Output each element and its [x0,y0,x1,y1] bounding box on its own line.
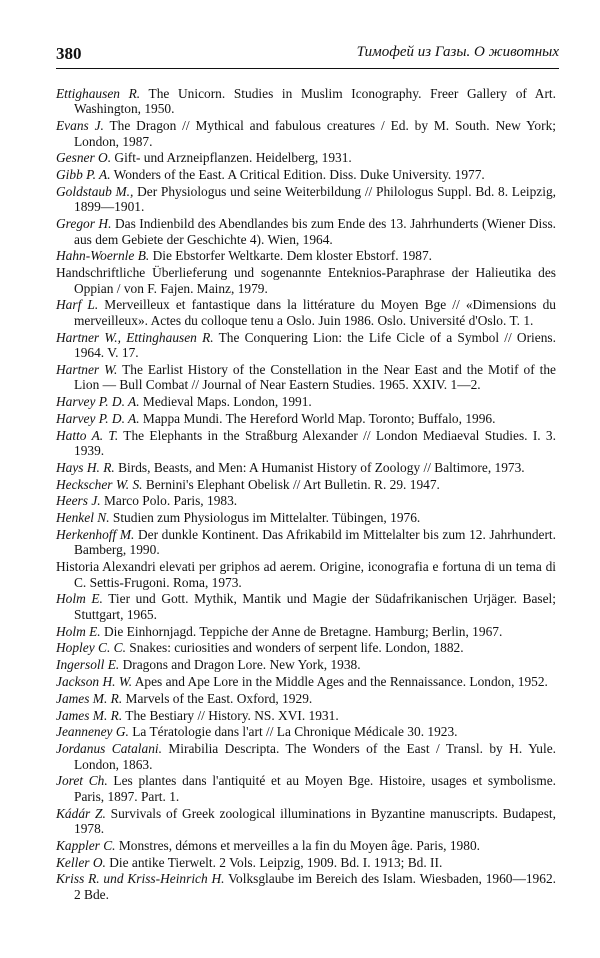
entry-text: Volksglaube im Bereich des Islam. Wiesbaden, 1960—1962. 2 Bde. [74,871,556,902]
entry-text: The Unicorn. Studies in Muslim Iconography. Freer Gallery of Art. Washington, 1950. [74,86,556,117]
entry-author: James M. R. [56,707,123,723]
bibliography-entry [56,674,556,689]
entry-text: Der dunkle Kontinent. Das Afrikabild im Mittelalter bis zum 12. Jahrhundert. Bamberg, 1990. [74,527,556,558]
bibliography-entry [56,708,556,723]
bibliography-entry [56,855,556,870]
entry-text: Bernini's Elephant Obelisk // Art Bulletin. R. 29. 1947. [142,476,440,492]
bibliography-entry [56,118,556,149]
entry-text: Die Ebstorfer Weltkarte. Dem kloster Ebstorf. 1987. [149,248,433,264]
entry-text: Birds, Beasts, and Men: A Humanist History of Zoology // Baltimore, 1973. [114,459,525,475]
entry-author: Heckscher W. S. [56,476,143,492]
entry-text: Marco Polo. Paris, 1983. [100,493,238,509]
entry-author: Jeanneney G. [56,724,129,740]
entry-text: Wonders of the East. A Critical Edition. Diss. Duke University. 1977. [110,167,485,183]
entry-author: Jackson H. W. [56,674,133,689]
entry-author: Ingersoll E. [56,657,120,673]
entry-text: Handschriftliche Überlieferung und sogenannte Enteknios-Paraphrase der Halieutika des Oppian / von F. Fajen. Mainz, 1979. [56,265,556,296]
entry-author: Kappler C. [56,837,116,853]
bibliography-entry [56,591,556,622]
entry-author: Kádár Z. [56,805,106,821]
bibliography-entry [56,150,556,165]
entry-text: Merveilleux et fantastique dans la littérature du Moyen Bge // «Dimensions du merveilleux». Actes du colloque tenu a Oslo. Juin 1986. Oslo. Université d'Oslo. T. 1. [74,297,556,328]
entry-author: Hopley C. C. [56,640,126,656]
bibliography-entry [56,640,556,655]
entry-text: Das Indienbild des Abendlandes bis zum Ende des 13. Jahrhunderts (Wiener Diss. aus dem Gebiete der Geschichte 4). Wien, 1964. [74,216,557,247]
entry-text: Les plantes dans l'antiquité et au Moyen Bge. Histoire, usages et symbolisme. Paris, 1897. Part. 1. [74,773,557,804]
entry-author: Goldstaub M., [56,184,134,199]
entry-text: Apes and Ape Lore in the Middle Ages and the Rennaissance. London, 1952. [132,674,548,689]
entry-text: Monstres, démons et merveilles a la fin du Moyen âge. Paris, 1980. [115,837,480,853]
entry-author: Holm E. [56,623,101,639]
entry-author: Joret Ch. [56,773,108,789]
running-title: Тимофей из Газы. О животных [356,44,559,60]
entry-text: Dragons and Dragon Lore. New York, 1938. [119,657,361,673]
entry-author: Kriss R. und Kriss-Heinrich H. [56,871,225,887]
entry-author: Evans J. [56,118,104,134]
entry-author: Gesner O. [56,150,112,166]
entry-author: Hartner W. [56,361,118,377]
entry-text: Tier und Gott. Mythik, Mantik und Magie der Südafrikanischen Urjäger. Basel; Stuttgart, 1965. [74,591,556,622]
entry-author: Hatto A. T. [56,427,119,443]
entry-text: Historia Alexandri elevati per griphos ad aerem. Origine, iconografia e fortuna di un tema di C. Settis-Frugoni. Roma, 1973. [56,559,556,590]
entry-author: Gibb P. A. [56,167,111,183]
bibliography-entry [56,806,556,837]
entry-author: Henkel N. [56,510,110,526]
bibliography-entry [56,394,556,409]
bibliography-entry [56,510,556,525]
bibliography-entry [56,362,556,393]
bibliography-entry [56,248,556,263]
entry-author: Hahn-Woernle B. [56,248,150,264]
entry-author: Keller O. [56,854,106,870]
bibliography-entry [56,428,556,459]
entry-text: Survivals of Greek zoological illuminations in Byzantine manuscripts. Budapest, 1978. [74,805,556,836]
bibliography-entry [56,411,556,426]
entry-text: Mappa Mundi. The Hereford World Map. Toronto; Buffalo, 1996. [139,410,496,426]
bibliography-entry [56,167,556,182]
entry-author: Hartner W., Ettinghausen R. [56,329,214,345]
entry-author: Hays H. R. [56,459,115,475]
bibliography-entry [56,773,556,804]
entry-text: The Earlist History of the Constellation in the Near East and the Motif of the Lion — Bull Combat // Journal of Near Eastern Studies. 1965. XXIV. 1—2. [74,361,556,393]
entry-text: The Dragon // Mythical and fabulous creatures / Ed. by M. South. New York; London, 1987. [74,118,556,149]
entry-author: Gregor H. [56,216,112,232]
header-divider [56,68,559,69]
entry-author: Harvey P. D. A. [56,394,140,410]
entry-author: Harvey P. D. A. [56,410,140,426]
bibliography-entry [56,527,556,558]
bibliography-list [56,86,556,904]
entry-text: Gift- und Arzneipflanzen. Heidelberg, 1931. [111,150,352,166]
entry-text: Die antike Tierwelt. 2 Vols. Leipzig, 1909. Bd. I. 1913; Bd. II. [105,854,443,870]
bibliography-entry [56,477,556,492]
bibliography-entry [56,86,556,117]
entry-text: Studien zum Physiologus im Mittelalter. Tübingen, 1976. [109,510,421,526]
entry-author: Jordanus Catalani. [56,741,162,757]
entry-author: Ettighausen R. [56,86,141,101]
entry-text: Medieval Maps. London, 1991. [139,394,312,410]
entry-text: The Elephants in the Straßburg Alexander // London Mediaeval Studies. I. 3. 1939. [74,427,556,459]
bibliography-entry [56,265,556,296]
bibliography-entry [56,297,556,328]
bibliography-entry [56,624,556,639]
entry-author: Harf L. [56,297,99,313]
entry-author: Heers J. [56,493,101,509]
entry-author: Herkenhoff M. [56,527,135,542]
bibliography-entry [56,838,556,853]
bibliography-entry [56,330,556,361]
bibliography-entry [56,493,556,508]
page-header [56,44,559,70]
page-number: 380 [56,44,82,63]
entry-text: The Bestiary // History. NS. XVI. 1931. [122,707,339,723]
entry-text: Der Physiologus und seine Weiterbildung // Philologus Suppl. Bd. 8. Leipzig, 1899—1901. [74,184,557,215]
bibliography-entry [56,216,556,247]
entry-author: James M. R. [56,690,123,706]
bibliography-entry [56,691,556,706]
bibliography-entry [56,657,556,672]
bibliography-entry [56,724,556,739]
entry-text: Marvels of the East. Oxford, 1929. [122,690,313,706]
bibliography-entry [56,741,556,772]
bibliography-entry [56,184,556,215]
entry-text: Mirabilia Descripta. The Wonders of the East / Transl. by H. Yule. London, 1863. [74,741,556,772]
entry-text: Snakes: curiosities and wonders of serpent life. London, 1882. [125,640,464,656]
entry-text: The Conquering Lion: the Life Cicle of a Symbol // Oriens. 1964. V. 17. [74,329,556,361]
entry-text: Die Einhornjagd. Teppiche der Anne de Bretagne. Hamburg; Berlin, 1967. [100,623,503,639]
bibliography-entry [56,871,556,902]
entry-text: La Tératologie dans l'art // La Chronique Médicale 30. 1923. [128,724,458,740]
bibliography-entry [56,559,556,590]
entry-author: Holm E. [56,591,103,607]
bibliography-entry [56,460,556,475]
